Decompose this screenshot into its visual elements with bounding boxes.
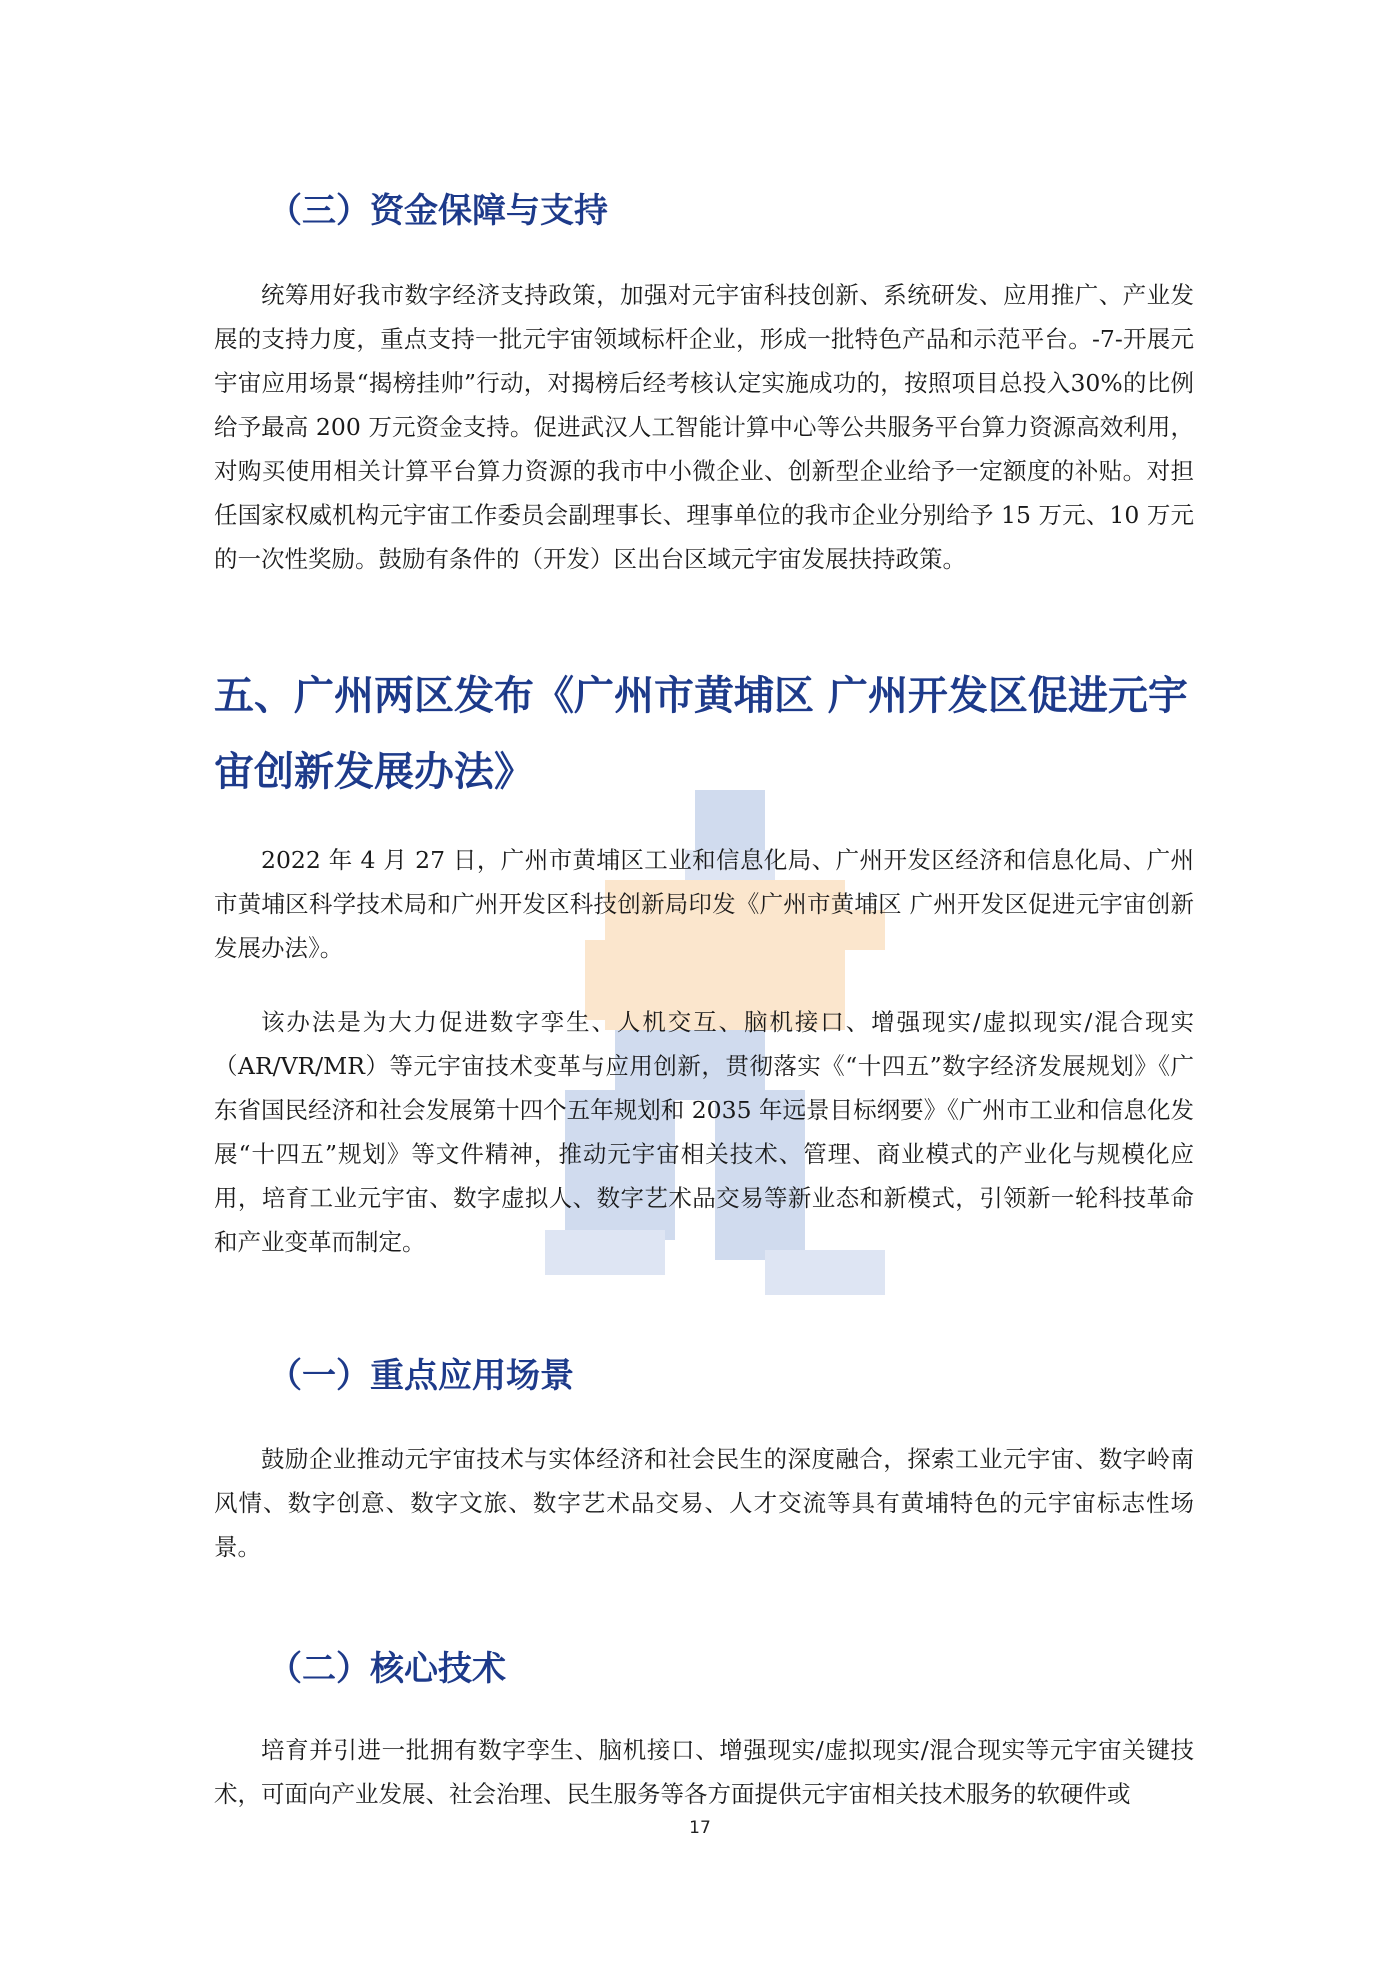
subheading-core-tech: （二）核心技术 [268,1649,506,1689]
subheading-key-scenarios: （一）重点应用场景 [268,1356,574,1396]
paragraph-guangzhou-purpose: 该办法是为大力促进数字孪生、人机交互、脑机接口、增强现实/虚拟现实/混合现实（AR/VR/MR）等元宇宙技术变革与应用创新，贯彻落实《“十四五”数字经济发展规划》《广东省国民经济和社会发展第十四个五年规划和 2035 年远景目标纲要》《广州市工业和信息化发展“十四五”规划》等文件精神，推动元宇宙相关技术、管理、商业模式的产业化与规模化应用，培育工业元宇宙、数字虚拟人、数字艺术品交易等新业态和新模式，引领新一轮科技革命和产业变革而制定。 [214,1008,1194,1256]
paragraph-funding: 统筹用好我市数字经济支持政策，加强对元宇宙科技创新、系统研发、应用推广、产业发展的支持力度，重点支持一批元宇宙领域标杆企业，形成一批特色产品和示范平台。-7-开展元宇宙应用场景“揭榜挂帅”行动，对揭榜后经考核认定实施成功的，按照项目总投入30%的比例给予最高 200 万元资金支持。促进武汉人工智能计算中心等公共服务平台算力资源高效利用，对购买使用相关计算平台算力资源的我市中小微企业、创新型企业给予一定额度的补贴。对担任国家权威机构元宇宙工作委员会副理事长、理事单位的我市企业分别给予 15 万元、10 万元的一次性奖励。鼓励有条件的（开发）区出台区域元宇宙发展扶持政策。 [214,281,1194,573]
section-heading-funding: （三）资金保障与支持 [268,191,608,231]
paragraph-key-scenarios: 鼓励企业推动元宇宙技术与实体经济和社会民生的深度融合，探索工业元宇宙、数字岭南风情、数字创意、数字文旅、数字艺术品交易、人才交流等具有黄埔特色的元宇宙标志性场景。 [214,1445,1194,1561]
paragraph-guangzhou-intro: 2022 年 4 月 27 日，广州市黄埔区工业和信息化局、广州开发区经济和信息化局、广州市黄埔区科学技术局和广州开发区科技创新局印发《广州市黄埔区 广州开发区促进元宇宙创新发展办法》。 [214,846,1194,962]
section-heading-guangzhou: 五、广州两区发布《广州市黄埔区 广州开发区促进元宇宙创新发展办法》 [214,673,1188,795]
paragraph-core-tech: 培育并引进一批拥有数字孪生、脑机接口、增强现实/虚拟现实/混合现实等元宇宙关键技术，可面向产业发展、社会治理、民生服务等各方面提供元宇宙相关技术服务的软硬件或 [214,1736,1194,1808]
page-number: 17 [689,1818,711,1838]
